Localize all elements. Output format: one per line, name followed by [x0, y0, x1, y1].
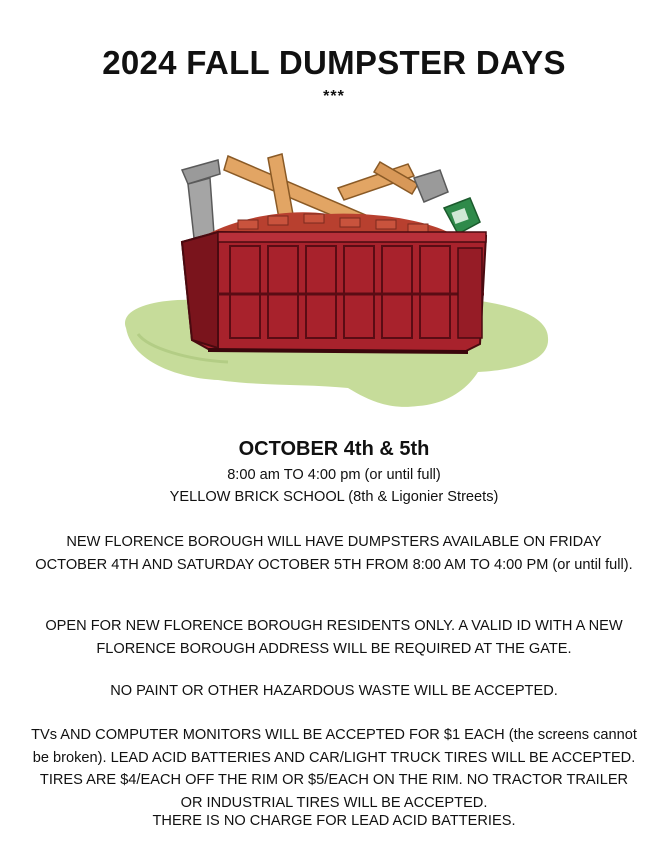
hazardous-paragraph: NO PAINT OR OTHER HAZARDOUS WASTE WILL BE ACCEPTED.	[110, 683, 558, 699]
dumpster-icon	[118, 148, 554, 410]
separator: ***	[323, 88, 345, 105]
event-dates: OCTOBER 4th & 5th	[238, 438, 430, 460]
page-title: 2024 FALL DUMPSTER DAYS	[102, 44, 566, 81]
residents-paragraph: OPEN FOR NEW FLORENCE BOROUGH RESIDENTS ONLY. A VALID ID WITH A NEW FLORENCE BOROUGH ADDRESS WILL BE REQUIRED AT THE GATE.	[45, 618, 623, 657]
electronics-paragraph: TVs AND COMPUTER MONITORS WILL BE ACCEPTED FOR $1 EACH (the screens cannot be broken). LEAD ACID BATTERIES AND CAR/LIGHT TRUCK TIRES WILL BE ACCEPTED. TIRES ARE $4/EACH OFF THE RIM OR $5/EACH ON THE RIM. NO TRACTOR TRAILER OR INDUSTRIAL TIRES WILL BE ACCEPTED.	[31, 727, 637, 811]
batteries-paragraph: THERE IS NO CHARGE FOR LEAD ACID BATTERIES.	[152, 813, 516, 829]
availability-paragraph: NEW FLORENCE BOROUGH WILL HAVE DUMPSTERS AVAILABLE ON FRIDAY OCTOBER 4TH AND SATURDAY OCTOBER 5TH FROM 8:00 AM TO 4:00 PM (or until full).	[35, 534, 633, 573]
event-hours: 8:00 am TO 4:00 pm (or until full)	[227, 467, 441, 483]
dumpster-body	[182, 232, 486, 352]
event-location: YELLOW BRICK SCHOOL (8th & Ligonier Streets)	[169, 489, 499, 505]
debris	[182, 154, 480, 240]
